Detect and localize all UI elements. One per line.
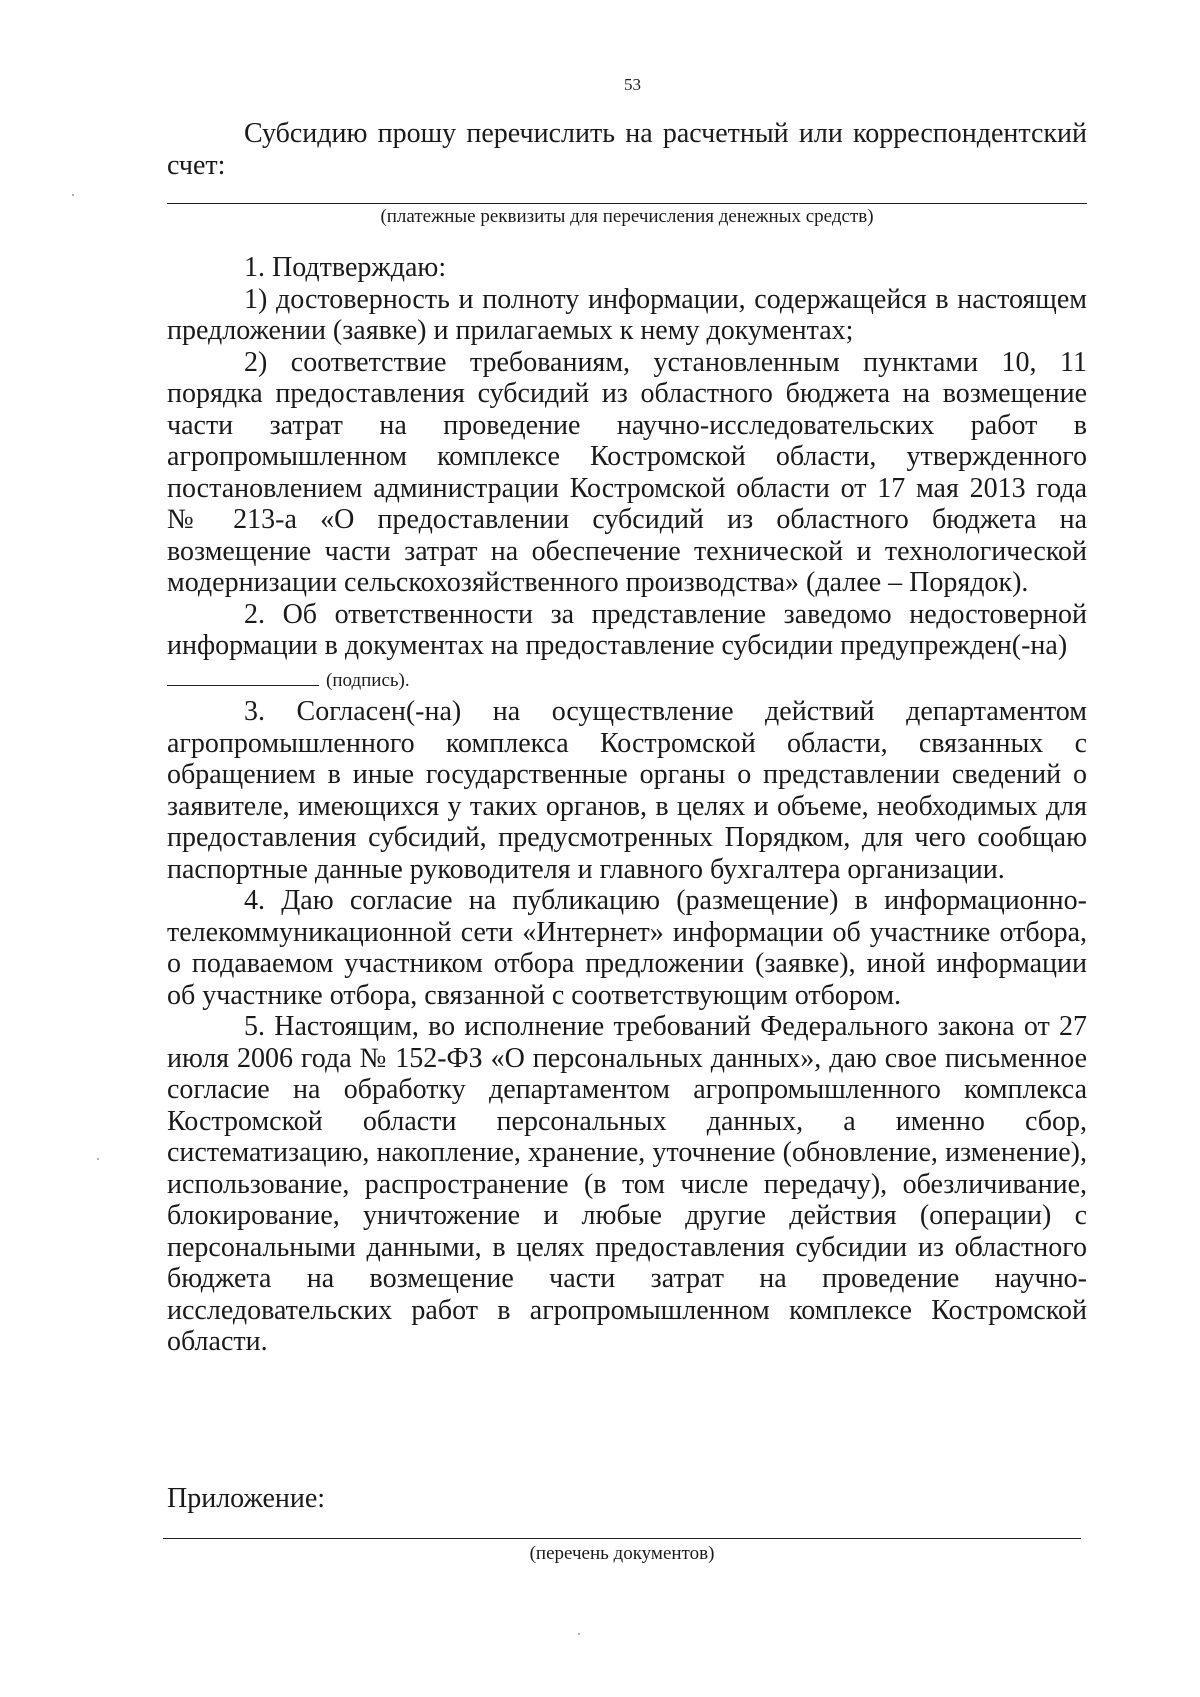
confirm-item-1: 1) достоверность и полноту информации, содержащейся в настоящем предложении (заявке) и прилагаемых к нему документах; bbox=[167, 283, 1087, 346]
scan-speck bbox=[97, 1158, 99, 1160]
payment-details-line bbox=[167, 203, 1087, 204]
consent-publication-paragraph: 4. Даю согласие на публикацию (размещение) в информационно-телекоммуникационной сети «Интернет» информации об участнике отбора, о подаваемом участником отбора предложении (заявке), иной информации об участнике отбора, связанной с соответствующим отбором. bbox=[167, 885, 1087, 1011]
responsibility-paragraph: 2. Об ответственности за представление заведомо недостоверной информации в документах на предоставление субсидии предупрежден(-на) bbox=[167, 598, 1087, 661]
consent-personal-data-paragraph: 5. Настоящим, во исполнение требований Федерального закона от 27 июля 2006 года № 152-ФЗ «О персональных данных», даю свое письменное согласие на обработку департаментом агропромышленного комплекса Костромской области персональных данных, а именно сбор, систематизацию, накопление, хранение, уточнение (обновление, изменение), использование, распространение (в том числе передачу), обезличивание, блокирование, уничтожение и любые другие действия (операции) с персональными данными, в целях предоставления субсидии из областного бюджета на возмещение части затрат на проведение научно-исследовательских работ в агропромышленном комплексе Костромской области. bbox=[167, 1011, 1087, 1357]
consent-actions-paragraph: 3. Согласен(-на) на осуществление действий департаментом агропромышленного комплекса Костромской области, связанных с обращением в иные государственные органы о представлении сведений о заявителе, имеющихся у таких органов, в целях и объеме, необходимых для предоставления субсидий, предусмотренных Порядком, для чего сообщаю паспортные данные руководителя и главного бухгалтера организации. bbox=[167, 696, 1087, 885]
signature-line bbox=[167, 667, 319, 686]
attachment-label: Приложение: bbox=[167, 1483, 326, 1514]
main-body bbox=[167, 252, 1087, 1358]
scan-speck bbox=[72, 194, 74, 196]
intro-block bbox=[167, 118, 1087, 181]
scan-speck bbox=[578, 1633, 580, 1635]
signature-row bbox=[167, 662, 1087, 697]
confirm-heading: 1. Подтверждаю: bbox=[244, 252, 447, 283]
payment-details-caption: (платежные реквизиты для перечисления денежных средств) bbox=[380, 206, 874, 227]
intro-text: Субсидию прошу перечислить на расчетный или корреспондентский счет: bbox=[167, 118, 1087, 181]
attachment-caption: (перечень документов) bbox=[529, 1543, 715, 1564]
confirm-item-2: 2) соответствие требованиям, установленным пунктами 10, 11 порядка предоставления субсидий из областного бюджета на возмещение части затрат на проведение научно-исследовательских работ в агропромышленном комплексе Костромской области, утвержденного постановлением администрации Костромской области от 17 мая 2013 года № 213-а «О предоставлении субсидий из областного бюджета на возмещение части затрат на обеспечение технической и технологической модернизации сельскохозяйственного производства» (далее – Порядок). bbox=[167, 346, 1087, 598]
attachment-block bbox=[167, 1483, 1087, 1515]
attachment-line bbox=[163, 1538, 1081, 1539]
signature-caption: (подпись). bbox=[326, 669, 410, 691]
page-number: 53 bbox=[624, 75, 641, 94]
